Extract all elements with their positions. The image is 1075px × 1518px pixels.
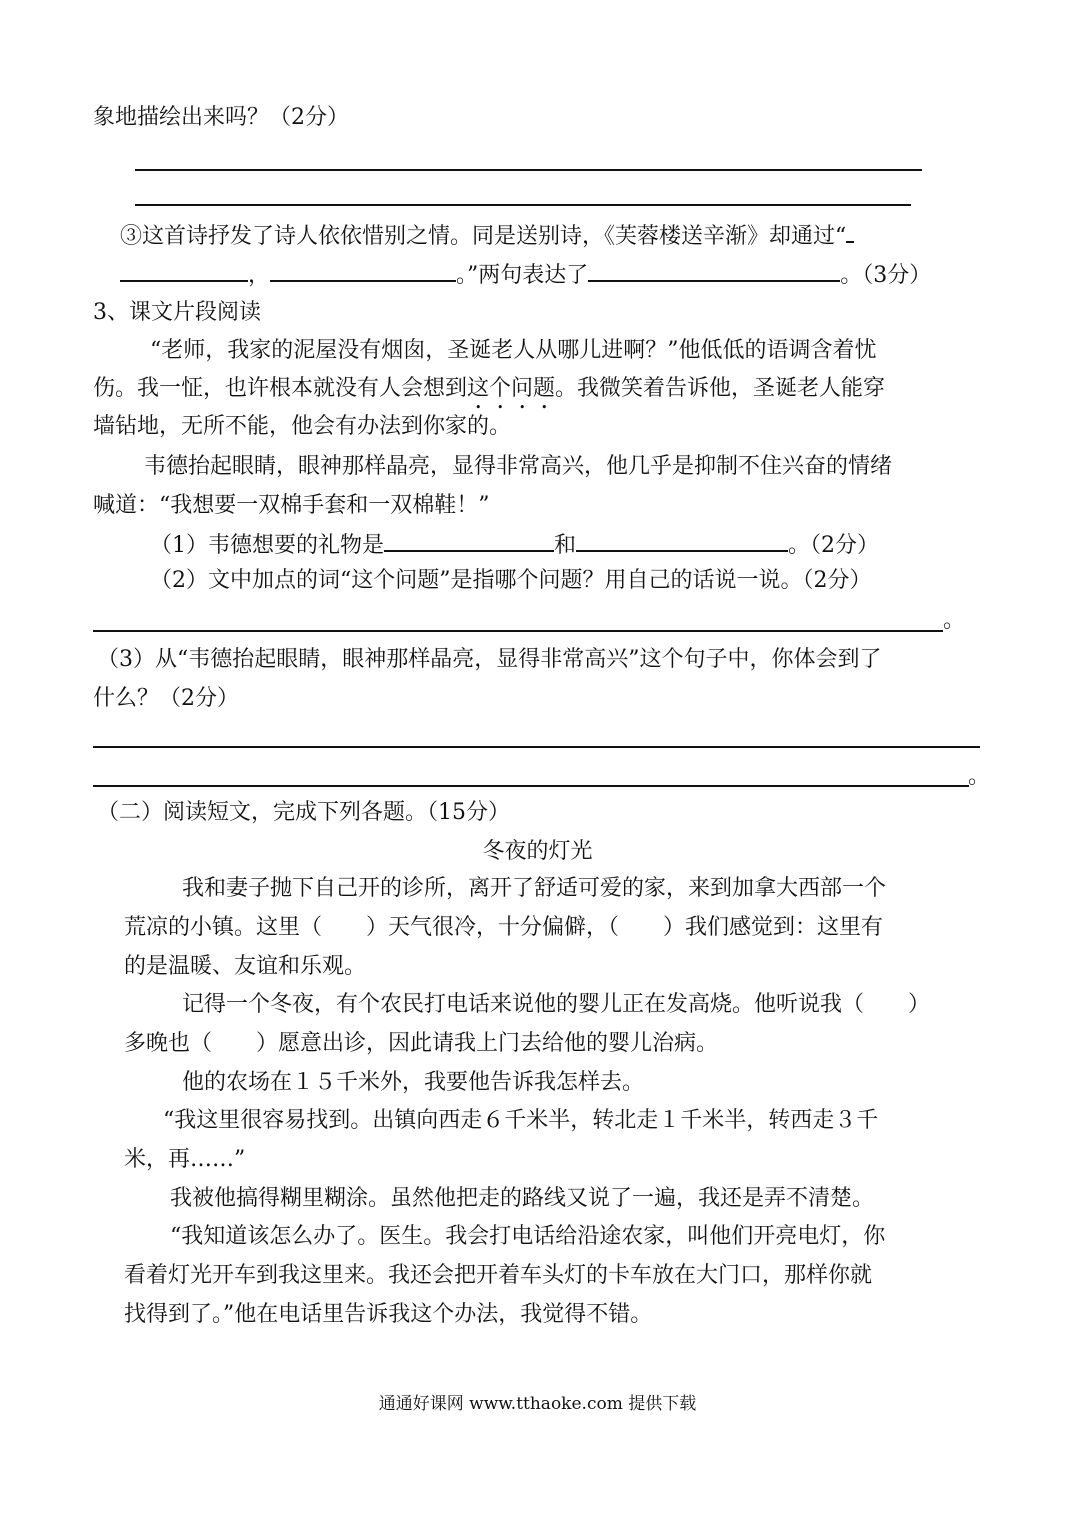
question-2: （2）文中加点的词“这个问题”是指哪个问题？用自己的话说一说。（2分） [150, 568, 872, 593]
passage-line: “老师，我家的泥屋没有烟囱，圣诞老人从哪儿进啊？”他低低的语调含着忧 [150, 338, 877, 363]
question-text: 和 [554, 533, 577, 558]
question-3-cont: 什么？（2分） [93, 686, 239, 711]
passage-line: 找得到了。”他在电话里告诉我这个办法，我觉得不错。 [124, 1302, 653, 1327]
question-text: ③这首诗抒发了诗人依依惜别之情。同是送别诗，《芙蓉楼送辛渐》却通过“ [120, 224, 847, 249]
question-tail-text: 象地描绘出来吗？（2分） [93, 105, 349, 130]
passage-line: 喊道：“我想要一双棉手套和一双棉鞋！” [93, 493, 490, 518]
passage-text: 。我微笑着告诉他，圣诞老人能穿 [555, 376, 886, 401]
passage-line: “我知道该怎么办了。医生。我会打电话给沿途农家，叫他们开亮电灯，你 [170, 1224, 886, 1249]
answer-end-punct: 。 [968, 764, 991, 789]
answer-blank [120, 258, 248, 282]
answer-end-punct: 。 [943, 608, 966, 633]
score-text: 。（2分） [788, 533, 880, 558]
passage-line: “我这里很容易找到。出镇向西走６千米半，转北走１千米半，转西走３千 [163, 1108, 879, 1133]
passage-text: 伤。我一怔，也许根本就没有人会想到 [93, 376, 468, 401]
passage-line: 的是温暖、友谊和乐观。 [124, 954, 367, 979]
passage-line: 我和妻子抛下自己开的诊所，离开了舒适可爱的家，来到加拿大西部一个 [182, 876, 887, 901]
answer-line [135, 169, 922, 171]
passage-line: 荒凉的小镇。这里（ ）天气很冷，十分偏僻，（ ）我们感觉到：这里有 [124, 915, 884, 940]
answer-blank [846, 219, 854, 243]
question-3-line2 [120, 258, 931, 291]
passage-line: 我被他搞得糊里糊涂。虽然他把走的路线又说了一遍，我还是弄不清楚。 [170, 1186, 875, 1211]
answer-line [93, 630, 943, 632]
question-text: （1）韦德想要的礼物是 [150, 533, 384, 558]
score-text: 。（3分） [840, 263, 932, 288]
answer-blank [576, 528, 788, 552]
passage-line: 他的农场在１５千米外，我要他告诉我怎样去。 [182, 1070, 645, 1095]
question-3: （3）从“韦德抬起眼睛，眼神那样晶亮，显得非常高兴”这个句子中，你体会到了 [97, 647, 882, 672]
passage-title: 冬夜的灯光 [482, 839, 593, 864]
answer-blank [588, 258, 840, 282]
passage-line: 米，再……” [124, 1147, 246, 1172]
punct: ， [248, 263, 271, 288]
passage-line: 韦德抬起眼睛，眼神那样晶亮，显得非常高兴，他几乎是抑制不住兴奋的情绪 [144, 454, 893, 479]
page-footer: 通通好课网 www.tthaoke.com 提供下载 [378, 1394, 697, 1414]
passage-line: 多晚也（ ）愿意出诊，因此请我上门去给他的婴儿治病。 [124, 1031, 719, 1056]
section-heading: 3、课文片段阅读 [93, 300, 261, 325]
passage-line: 墙钻地，无所不能，他会有办法到你家的。 [93, 414, 512, 439]
answer-line [135, 204, 911, 206]
answer-line [93, 746, 980, 748]
answer-blank [384, 528, 554, 552]
answer-line [93, 785, 969, 787]
passage-line: 记得一个冬夜，有个农民打电话来说他的婴儿正在发高烧。他听说我（ ） [182, 992, 931, 1017]
answer-blank [270, 258, 456, 282]
question-1 [150, 528, 879, 561]
passage-line: 看着灯光开车到我这里来。我还会把开着车头灯的卡车放在大门口，那样你就 [124, 1263, 873, 1288]
question-3-line1 [120, 219, 854, 252]
passage-line [93, 374, 885, 414]
section-heading: （二）阅读短文，完成下列各题。（15分） [97, 800, 510, 825]
dotted-phrase: 这个问题 [467, 376, 556, 401]
question-text: 。”两句表达了 [456, 263, 589, 288]
